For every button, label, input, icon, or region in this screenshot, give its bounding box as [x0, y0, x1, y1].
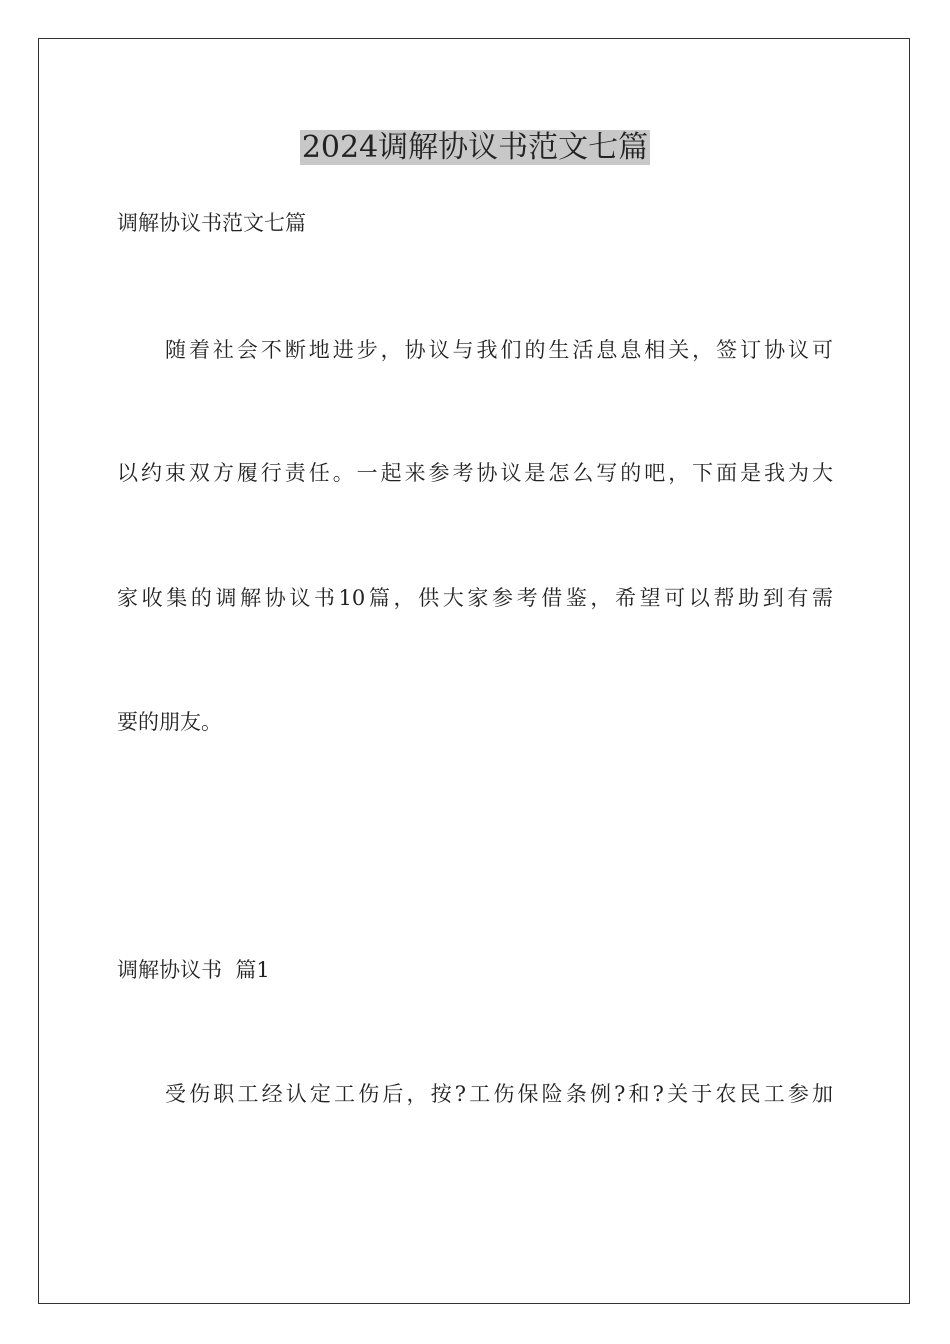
intro-line-3: 家收集的调解协议书10篇，供大家参考借鉴，希望可以帮助到有需	[117, 586, 833, 610]
intro-line-2: 以约束双方履行责任。一起来参考协议是怎么写的吧，下面是我为大	[117, 461, 833, 485]
document-subtitle: 调解协议书范文七篇	[117, 211, 306, 235]
section-paragraph-line-1: 受伤职工经认定工伤后，按?工伤保险条例?和?关于农民工参加	[165, 1082, 833, 1106]
intro-line-1: 随着社会不断地进步，协议与我们的生活息息相关，签订协议可	[165, 338, 833, 362]
document-title-text: 2024调解协议书范文七篇	[301, 130, 649, 165]
document-title	[0, 126, 950, 170]
section-heading: 调解协议书 篇1	[117, 958, 270, 982]
intro-line-4: 要的朋友。	[117, 710, 222, 734]
